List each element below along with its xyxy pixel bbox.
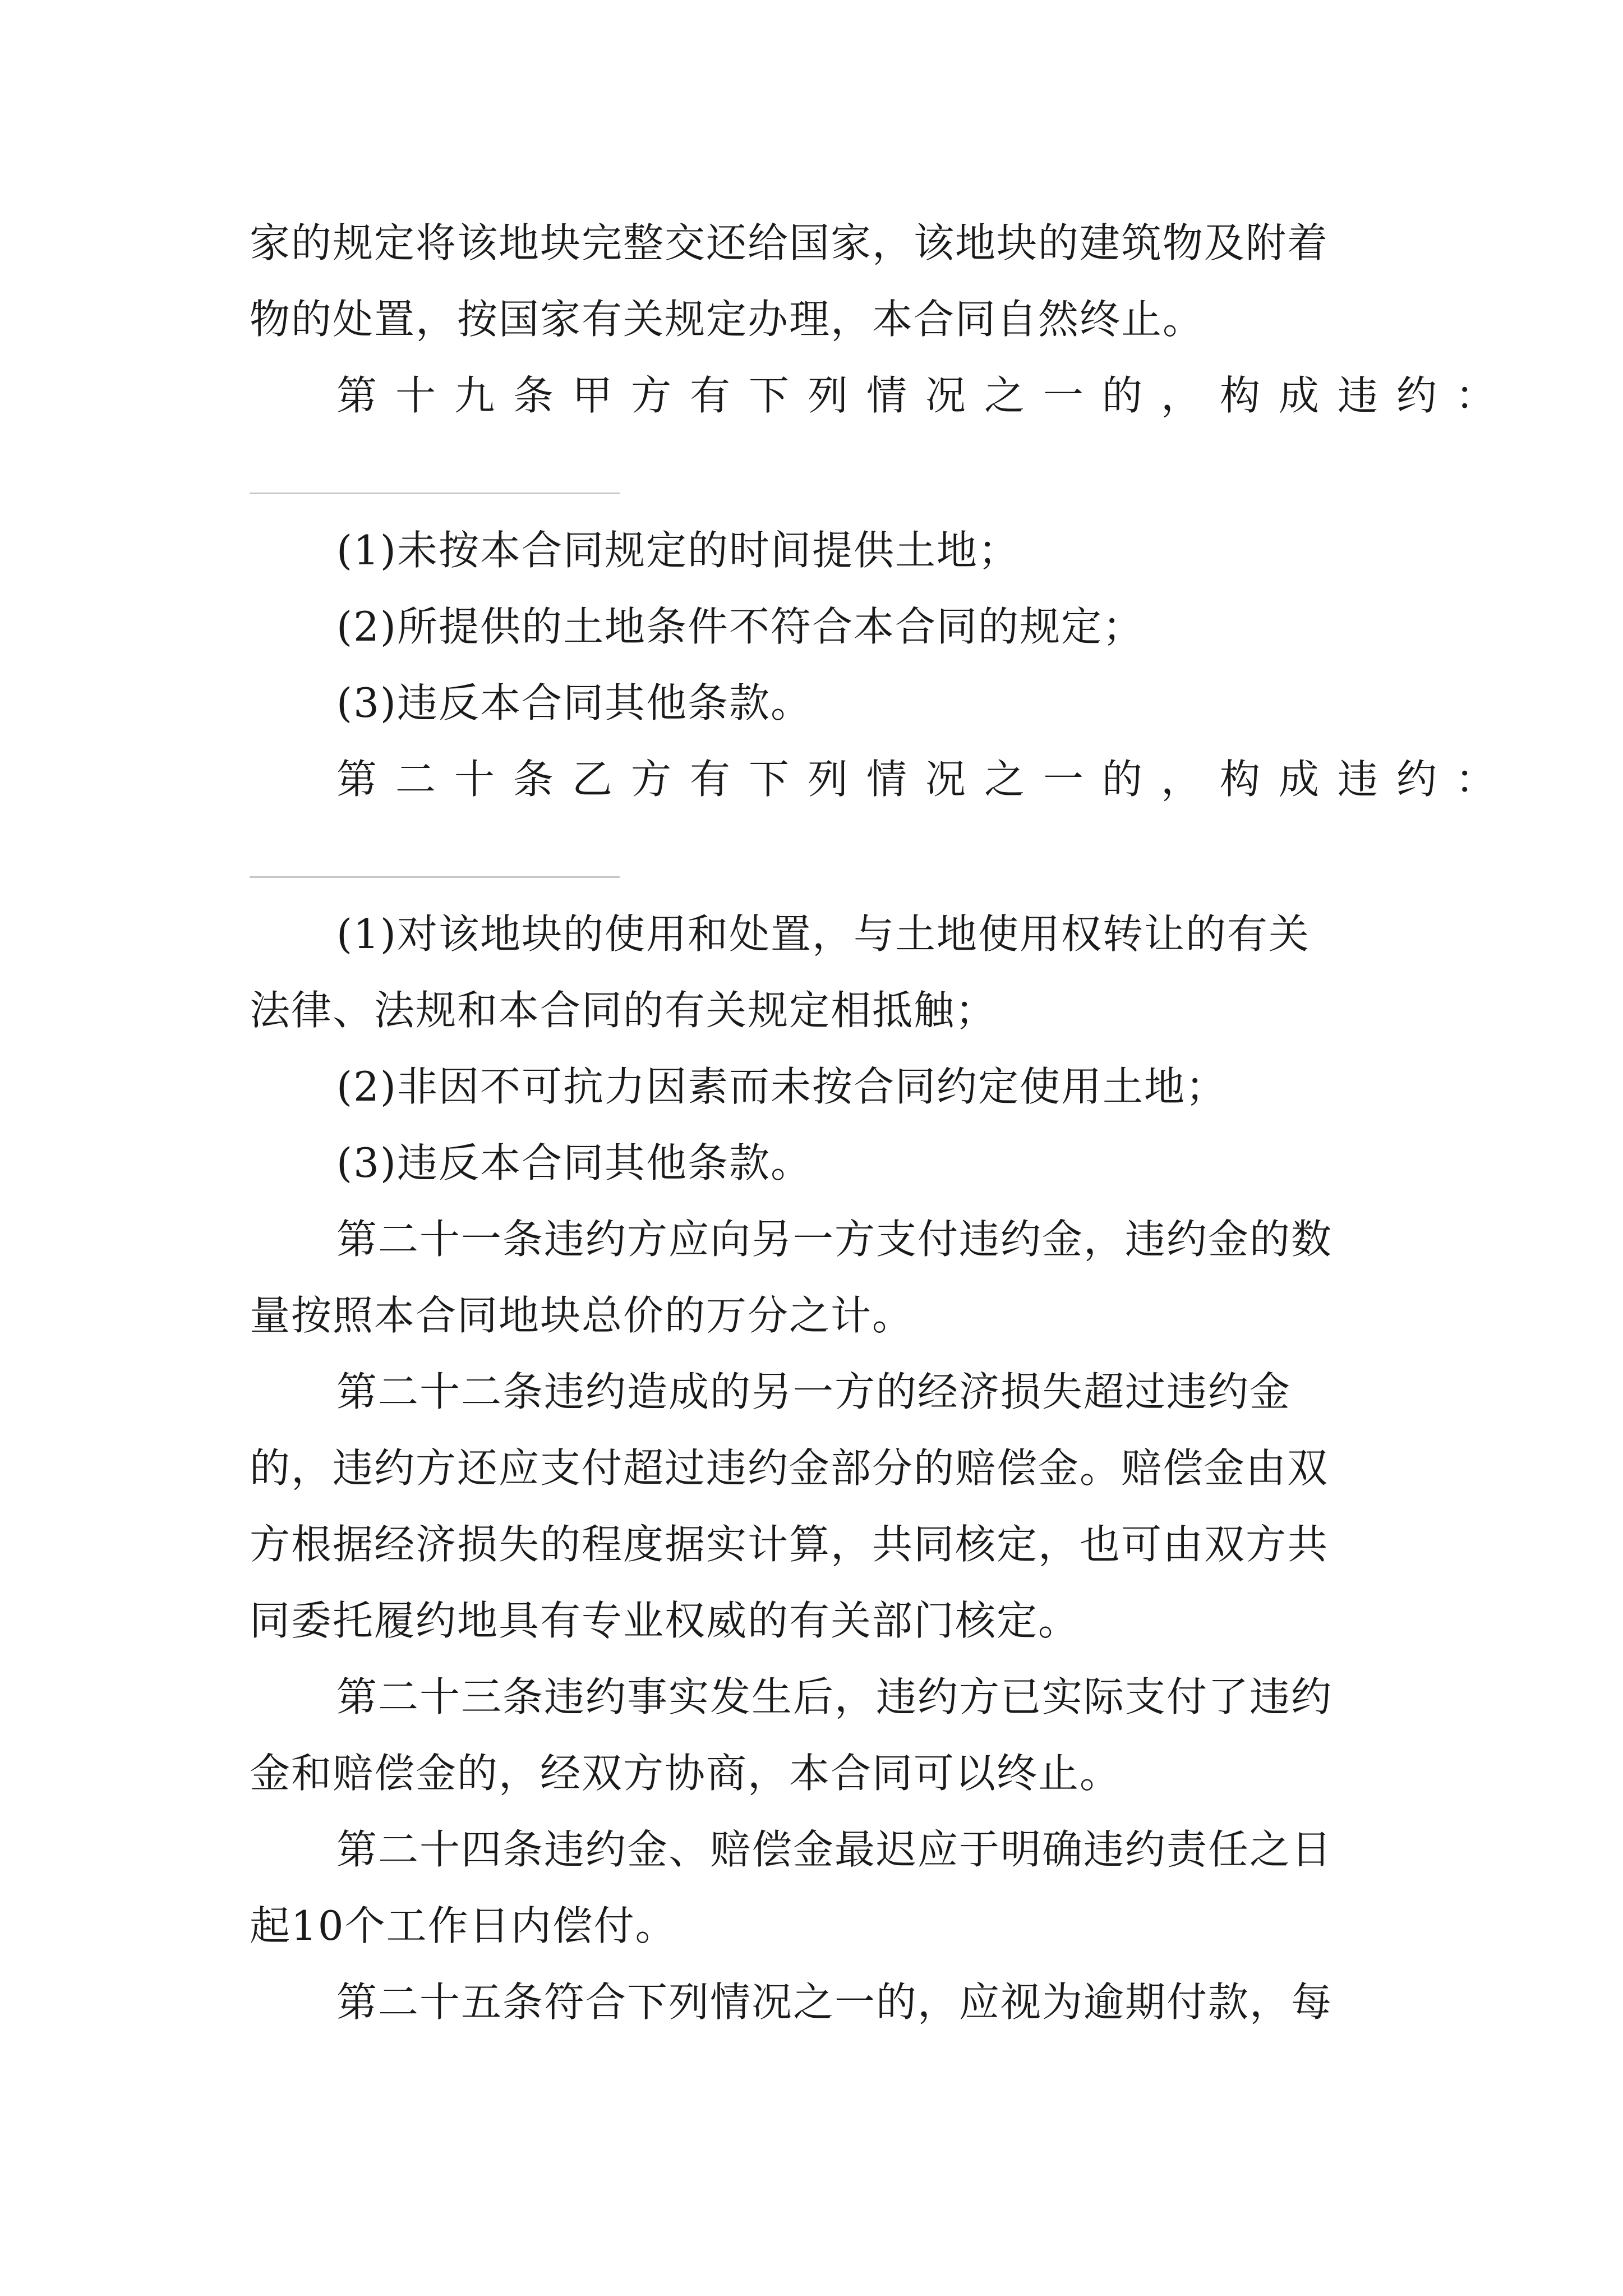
article-24: 第二十四条违约金、赔偿金最迟应于明确违约责任之日 <box>336 1826 1333 1873</box>
text-line: 起10个工作日内偿付。 <box>250 1902 677 1949</box>
text-line: 同委托履约地具有专业权威的有关部门核定。 <box>250 1597 1080 1644</box>
text-line: 量按照本合同地块总价的万分之计。 <box>250 1292 914 1339</box>
list-item: (2)非因不可抗力因素而未按合同约定使用土地； <box>336 1063 1227 1110</box>
list-item: (3)违反本合同其他条款。 <box>336 1139 812 1186</box>
text-line: 法律、法规和本合同的有关规定相抵触； <box>250 987 997 1034</box>
text-line: 的，违约方还应支付超过违约金部分的赔偿金。赔偿金由双 <box>250 1444 1329 1492</box>
article-19-heading: 第十九条甲方有下列情况之一的，构成违约： <box>336 372 1515 419</box>
list-item: (1)对该地块的使用和处置，与土地使用权转让的有关 <box>336 910 1310 958</box>
text-line: 物的处置，按国家有关规定办理，本合同自然终止。 <box>250 296 1205 343</box>
article-23: 第二十三条违约事实发生后，违约方已实际支付了违约 <box>336 1673 1333 1720</box>
text-line: 家的规定将该地块完整交还给国家，该地块的建筑物及附着 <box>250 219 1329 266</box>
text-line: 方根据经济损失的程度据实计算，共同核定，也可由双方共 <box>250 1521 1329 1568</box>
divider-line <box>250 876 620 878</box>
list-item: (1)未按本合同规定的时间提供土地； <box>336 527 1020 574</box>
list-item: (3)违反本合同其他条款。 <box>336 679 812 726</box>
list-item: (2)所提供的土地条件不符合本合同的规定； <box>336 603 1144 650</box>
text-line: 金和赔偿金的，经双方协商，本合同可以终止。 <box>250 1750 1122 1797</box>
article-20-heading: 第二十条乙方有下列情况之一的，构成违约： <box>336 756 1515 803</box>
article-22: 第二十二条违约造成的另一方的经济损失超过违约金 <box>336 1368 1292 1415</box>
article-25: 第二十五条符合下列情况之一的，应视为逾期付款，每 <box>336 1978 1333 2026</box>
article-21: 第二十一条违约方应向另一方支付违约金，违约金的数 <box>336 1216 1333 1263</box>
divider-line <box>250 493 620 494</box>
